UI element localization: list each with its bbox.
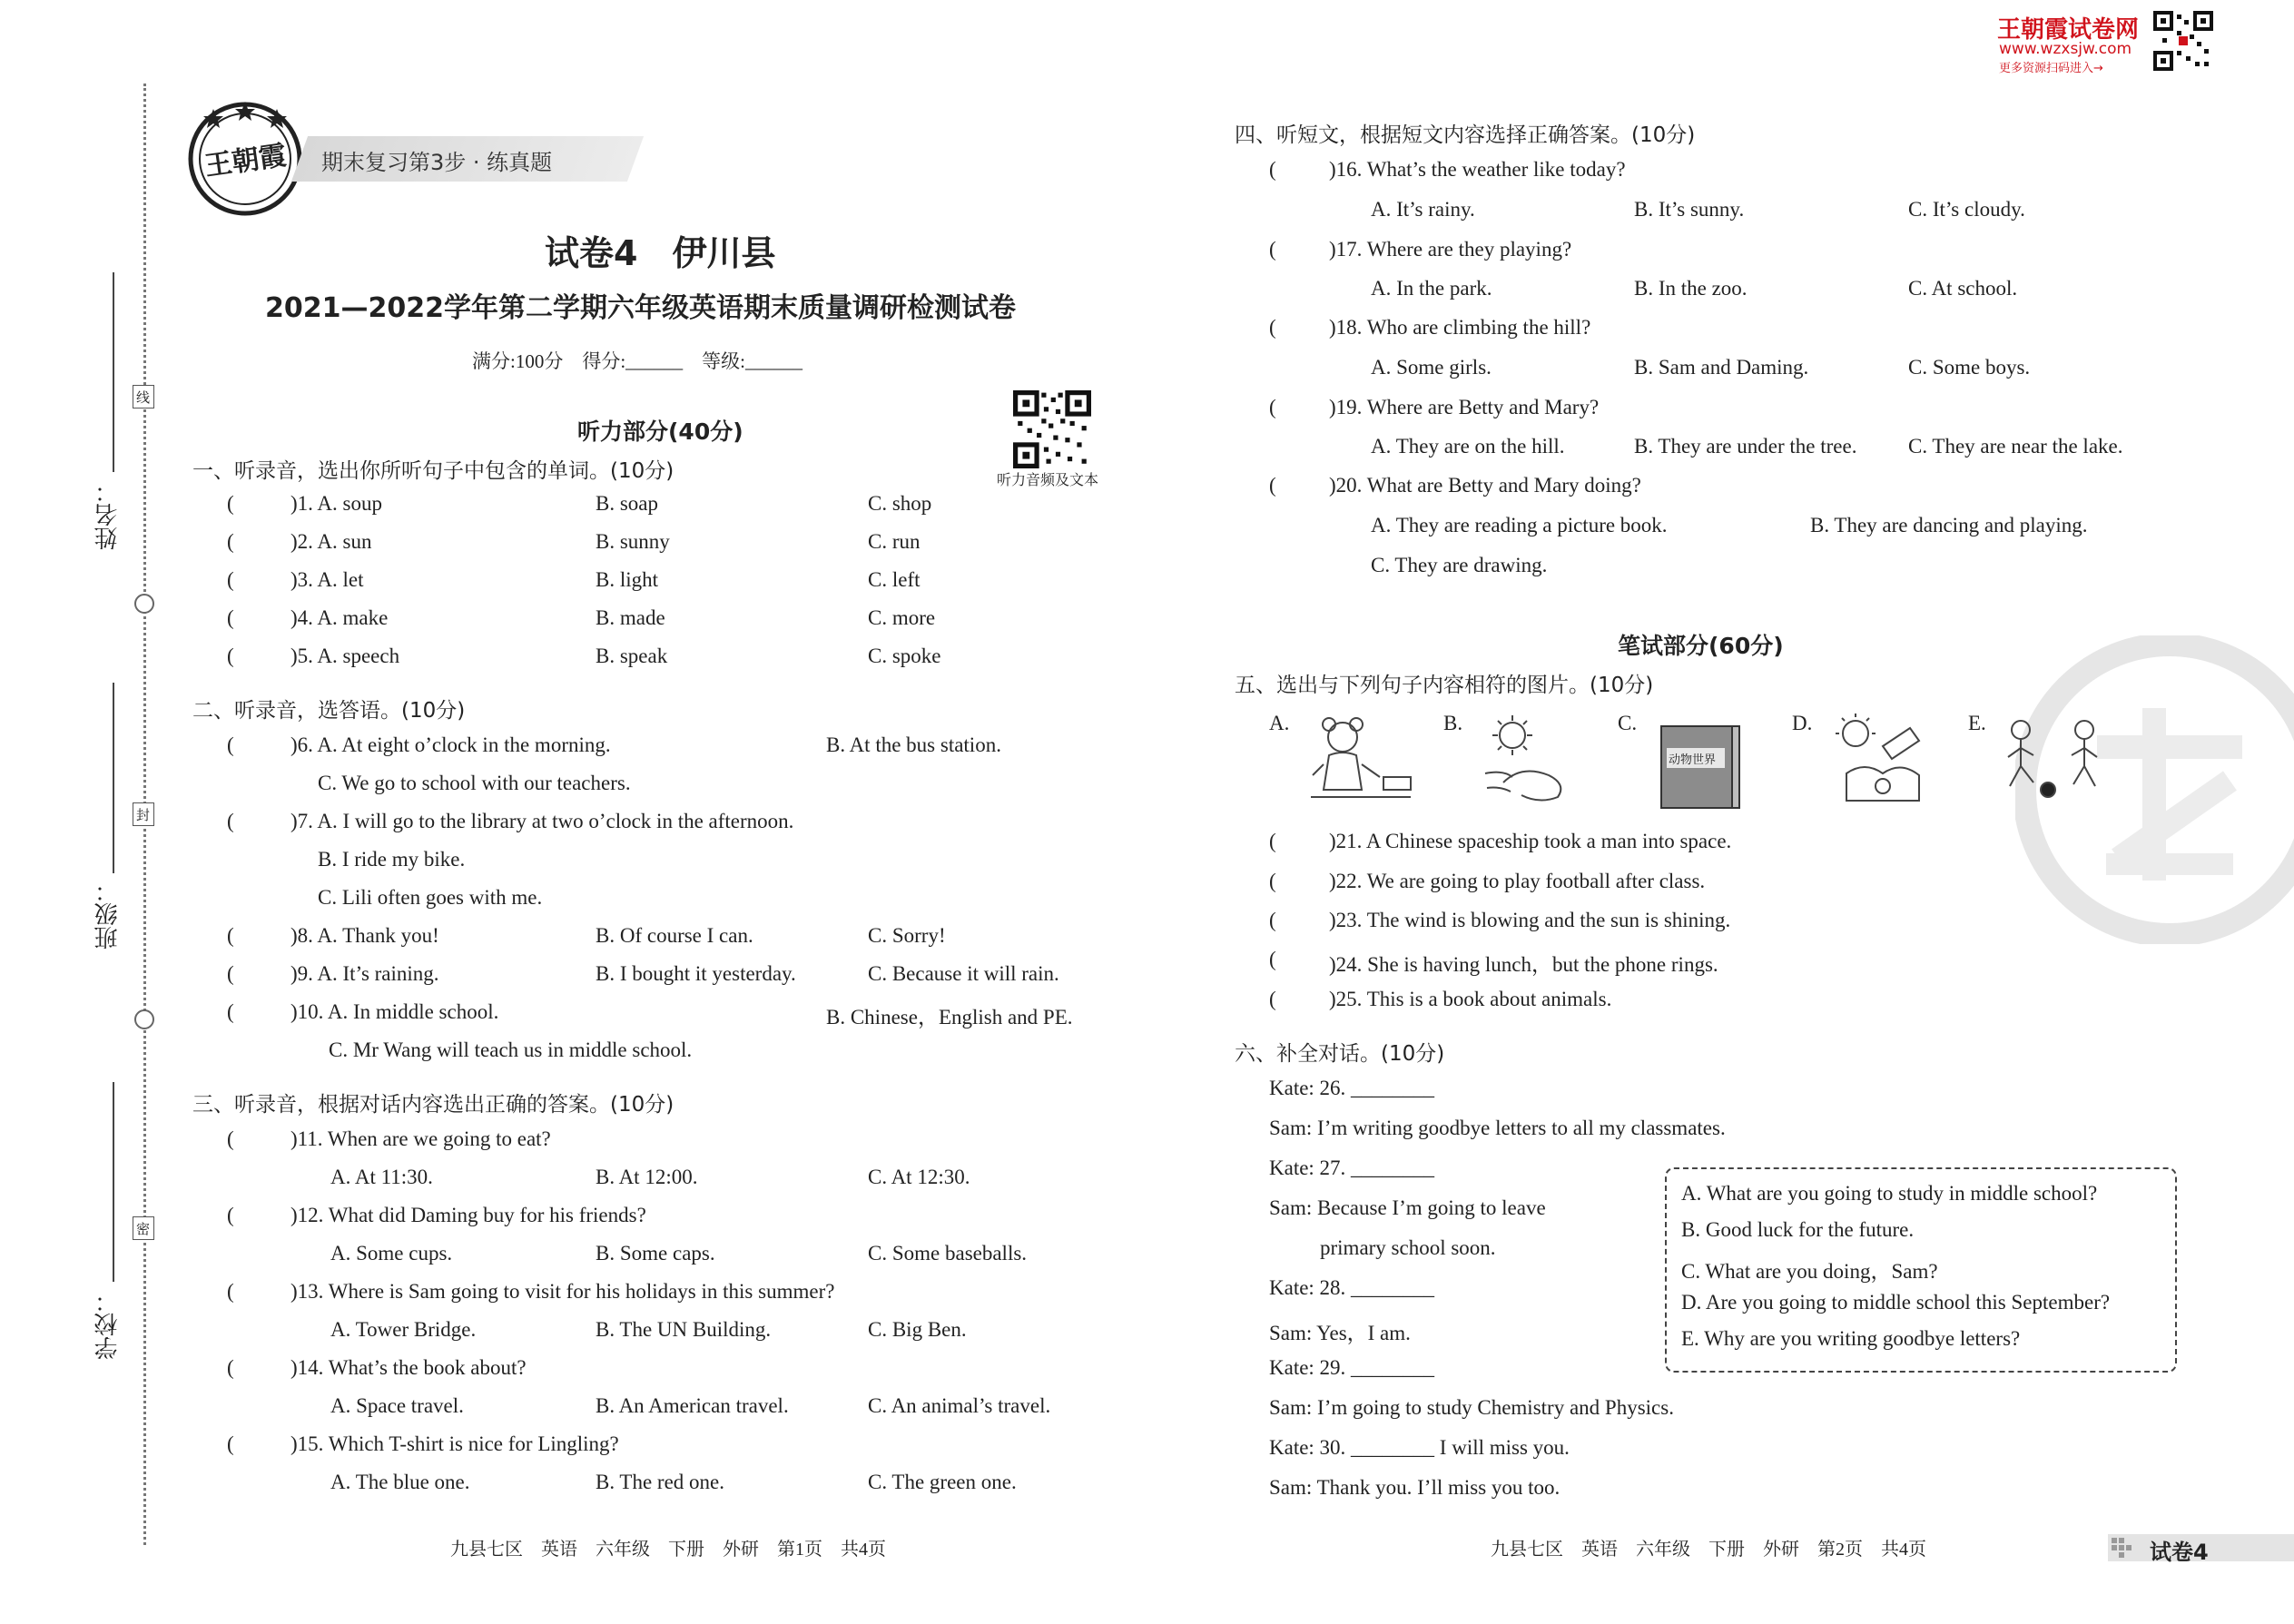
- section-4-title: 四、听短文，根据短文内容选择正确答案。(10分): [1235, 123, 1696, 147]
- option-c: C. They are near the lake.: [1908, 435, 2123, 458]
- brand-logo: [186, 100, 304, 218]
- answer-paren[interactable]: (: [1269, 396, 1276, 418]
- option-a: A. They are on the hill.: [1371, 435, 1565, 458]
- option-b: B. Good luck for the future.: [1681, 1218, 1915, 1241]
- question-4: )4. A. make: [290, 606, 389, 629]
- question-11: )11. When are we going to eat?: [290, 1127, 551, 1150]
- answer-paren[interactable]: (: [227, 962, 234, 985]
- option-a: A. What are you going to study in middle school?: [1681, 1182, 2098, 1205]
- question-10: )10. A. In middle school.: [290, 1000, 499, 1023]
- answer-paren[interactable]: (: [227, 1204, 234, 1226]
- answer-paren[interactable]: (: [1269, 474, 1276, 497]
- exam-subtitle: 2021—2022学年第二学期六年级英语期末质量调研检测试卷: [265, 292, 1016, 324]
- option-b: B. At 12:00.: [596, 1166, 698, 1188]
- dialogue-line: Sam: Yes，I am.: [1269, 1322, 1411, 1344]
- site-url: www.wzxsjw.com: [1999, 40, 2132, 58]
- option-b: B. Sam and Daming.: [1634, 356, 1809, 379]
- option-c: C. left: [868, 568, 921, 591]
- option-d: D. Are you going to middle school this September?: [1681, 1291, 2111, 1314]
- question-21: )21. A Chinese spaceship took a man into space.: [1329, 830, 1732, 852]
- option-a: A. Space travel.: [330, 1394, 464, 1417]
- binding-ring: [134, 1009, 154, 1029]
- page-title: 试卷4 伊川县: [545, 233, 776, 273]
- cut-mark-line: 线: [133, 385, 154, 408]
- footer-left: 九县七区 英语 六年级 下册 外研 第1页 共4页: [450, 1540, 886, 1560]
- question-19: )19. Where are Betty and Mary?: [1329, 396, 1600, 418]
- name-label: 姓名：: [94, 479, 122, 550]
- option-c: C. spoke: [868, 645, 941, 667]
- dialogue-line-28[interactable]: Kate: 28. ________: [1269, 1276, 1435, 1299]
- score-line: 满分:100分 得分:______ 等级:______: [472, 350, 803, 372]
- name-blank: [113, 272, 114, 472]
- option-a: A. Some cups.: [330, 1242, 453, 1265]
- section-1-title: 一、听录音，选出你所听句子中包含的单词。(10分): [192, 459, 674, 483]
- option-b: B. I bought it yesterday.: [596, 962, 796, 985]
- question-6: )6. A. At eight o’clock in the morning.: [290, 733, 611, 756]
- answer-paren[interactable]: (: [227, 810, 234, 832]
- option-a: A. In the park.: [1371, 277, 1492, 300]
- option-c: C. At school.: [1908, 277, 2018, 300]
- option-c: C. Big Ben.: [868, 1318, 967, 1341]
- writing-title: 笔试部分(60分): [1618, 633, 1784, 659]
- question-15: )15. Which T-shirt is nice for Lingling?: [290, 1432, 619, 1455]
- option-c: C. The green one.: [868, 1471, 1017, 1493]
- option-c: C. At 12:30.: [868, 1166, 970, 1188]
- option-b: B. I ride my bike.: [318, 848, 466, 871]
- answer-paren[interactable]: (: [1269, 316, 1276, 339]
- question-2: )2. A. sun: [290, 530, 372, 553]
- question-24: )24. She is having lunch，but the phone rings.: [1329, 953, 1718, 976]
- answer-paren[interactable]: (: [1269, 948, 1276, 970]
- option-b: B. Some caps.: [596, 1242, 715, 1265]
- qr-caption: 听力音频及文本: [997, 471, 1099, 488]
- dialogue-line-29[interactable]: Kate: 29. ________: [1269, 1356, 1435, 1379]
- picture-label-b: B.: [1443, 712, 1463, 734]
- option-a: A. The blue one.: [330, 1471, 470, 1493]
- option-c: C. We go to school with our teachers.: [318, 772, 631, 794]
- listening-title: 听力部分(40分): [577, 418, 743, 445]
- picture-animal-book-icon[interactable]: [1650, 721, 1787, 821]
- class-label: 班级：: [94, 879, 122, 950]
- option-c: C. An animal’s travel.: [868, 1394, 1051, 1417]
- site-tagline: 更多资源扫码进入→: [1999, 62, 2103, 75]
- school-blank: [113, 1082, 114, 1282]
- dialogue-line: Sam: I’m writing goodbye letters to all my classmates.: [1269, 1117, 1726, 1139]
- answer-paren[interactable]: (: [1269, 988, 1276, 1010]
- answer-paren[interactable]: (: [227, 1127, 234, 1150]
- book-title: 动物世界: [1669, 753, 1717, 767]
- question-22: )22. We are going to play football after class.: [1329, 870, 1706, 892]
- option-c: C. Because it will rain.: [868, 962, 1059, 985]
- question-1: )1. A. soup: [290, 492, 382, 515]
- school-label: 学校：: [94, 1289, 122, 1360]
- option-b: B. light: [596, 568, 659, 591]
- answer-paren[interactable]: (: [227, 492, 234, 515]
- cut-mark-seal: 封: [133, 802, 154, 826]
- footer-badge: 试卷4: [2150, 1540, 2209, 1565]
- question-23: )23. The wind is blowing and the sun is shining.: [1329, 909, 1731, 931]
- picture-label-e: E.: [1968, 712, 1986, 734]
- cut-mark-secret: 密: [133, 1216, 154, 1240]
- option-a: A. It’s rainy.: [1371, 198, 1475, 221]
- answer-paren[interactable]: (: [1269, 870, 1276, 892]
- option-b: B. speak: [596, 645, 668, 667]
- answer-paren[interactable]: (: [227, 733, 234, 756]
- option-b: B. They are under the tree.: [1634, 435, 1857, 458]
- question-16: )16. What’s the weather like today?: [1329, 158, 1626, 181]
- answer-paren[interactable]: (: [227, 1000, 234, 1023]
- option-a: A. Some girls.: [1371, 356, 1492, 379]
- option-b: B. Chinese，English and PE.: [826, 1006, 1073, 1029]
- answer-paren[interactable]: (: [1269, 238, 1276, 261]
- question-20: )20. What are Betty and Mary doing?: [1329, 474, 1641, 497]
- question-5: )5. A. speech: [290, 645, 400, 667]
- answer-paren[interactable]: (: [227, 1280, 234, 1303]
- option-b: B. The red one.: [596, 1471, 725, 1493]
- section-5-title: 五、选出与下列句子内容相符的图片。(10分): [1235, 674, 1654, 697]
- picture-label-a: A.: [1269, 712, 1290, 734]
- answer-paren[interactable]: (: [227, 568, 234, 591]
- section-6-title: 六、补全对话。(10分): [1235, 1042, 1445, 1066]
- dialogue-line-26[interactable]: Kate: 26. ________: [1269, 1077, 1435, 1099]
- answer-paren[interactable]: (: [227, 530, 234, 553]
- answer-paren[interactable]: (: [1269, 830, 1276, 852]
- option-b: B. soap: [596, 492, 658, 515]
- answer-paren[interactable]: (: [227, 645, 234, 667]
- option-b: B. An American travel.: [596, 1394, 789, 1417]
- answer-paren[interactable]: (: [227, 1356, 234, 1379]
- option-c: C. more: [868, 606, 936, 629]
- option-b: B. It’s sunny.: [1634, 198, 1745, 221]
- question-9: )9. A. It’s raining.: [290, 962, 439, 985]
- question-3: )3. A. let: [290, 568, 364, 591]
- dialogue-line-30[interactable]: Kate: 30. ________ I will miss you.: [1269, 1436, 1570, 1459]
- option-b: B. The UN Building.: [596, 1318, 772, 1341]
- answer-paren[interactable]: (: [1269, 909, 1276, 931]
- option-c: C. Sorry!: [868, 924, 946, 947]
- option-b: B. In the zoo.: [1634, 277, 1748, 300]
- section-2-title: 二、听录音，选答语。(10分): [192, 699, 466, 723]
- option-b: B. At the bus station.: [826, 733, 1001, 756]
- question-17: )17. Where are they playing?: [1329, 238, 1572, 261]
- site-qr-code-icon[interactable]: [2153, 11, 2213, 71]
- option-a: A. At 11:30.: [330, 1166, 433, 1188]
- option-b: B. Of course I can.: [596, 924, 753, 947]
- footer-right: 九县七区 英语 六年级 下册 外研 第2页 共4页: [1491, 1540, 1926, 1560]
- picture-football-icon[interactable]: [1994, 710, 2130, 810]
- picture-girl-eating-icon[interactable]: [1293, 710, 1429, 810]
- option-a: A. They are reading a picture book.: [1371, 514, 1668, 536]
- audio-qr-code-icon[interactable]: [1013, 390, 1091, 468]
- option-c: C. What are you doing，Sam?: [1681, 1260, 1938, 1283]
- dialogue-line: Sam: I’m going to study Chemistry and Physics.: [1269, 1396, 1674, 1419]
- question-25: )25. This is a book about animals.: [1329, 988, 1612, 1010]
- question-18: )18. Who are climbing the hill?: [1329, 316, 1591, 339]
- dialogue-line: Sam: Because I’m going to leave: [1269, 1196, 1546, 1219]
- answer-paren[interactable]: (: [227, 606, 234, 629]
- binding-ring: [134, 594, 154, 614]
- dots-decoration-icon: [2112, 1538, 2132, 1558]
- site-name: 王朝霞试卷网: [1997, 16, 2140, 44]
- option-b: B. made: [596, 606, 665, 629]
- picture-label-c: C.: [1618, 712, 1638, 734]
- option-c: C. Some boys.: [1908, 356, 2031, 379]
- option-c: C. run: [868, 530, 921, 553]
- question-8: )8. A. Thank you!: [290, 924, 439, 947]
- option-c: C. They are drawing.: [1371, 554, 1548, 576]
- option-b: B. sunny: [596, 530, 670, 553]
- question-7: )7. A. I will go to the library at two o’clock in the afternoon.: [290, 810, 794, 832]
- dialogue-line-27[interactable]: Kate: 27. ________: [1269, 1156, 1435, 1179]
- option-c: C. shop: [868, 492, 932, 515]
- option-e: E. Why are you writing goodbye letters?: [1681, 1327, 2021, 1350]
- dialogue-line: Sam: Thank you. I’ll miss you too.: [1269, 1476, 1561, 1499]
- option-c: C. Some baseballs.: [868, 1242, 1028, 1265]
- logo-text: 王朝霞: [202, 139, 289, 183]
- option-b: B. They are dancing and playing.: [1810, 514, 2088, 536]
- option-c: C. It’s cloudy.: [1908, 198, 2025, 221]
- question-14: )14. What’s the book about?: [290, 1356, 527, 1379]
- option-c: C. Lili often goes with me.: [318, 886, 543, 909]
- option-c: C. Mr Wang will teach us in middle school.: [329, 1038, 693, 1061]
- section-3-title: 三、听录音，根据对话内容选出正确的答案。(10分): [192, 1093, 674, 1117]
- answer-paren[interactable]: (: [227, 1432, 234, 1455]
- dialogue-line: primary school soon.: [1320, 1236, 1496, 1259]
- question-13: )13. Where is Sam going to visit for his holidays in this summer?: [290, 1280, 835, 1303]
- class-blank: [113, 683, 114, 873]
- answer-paren[interactable]: (: [227, 924, 234, 947]
- picture-sun-wind-icon[interactable]: [1467, 710, 1603, 810]
- picture-spaceship-icon[interactable]: [1819, 710, 1955, 810]
- banner-text: 期末复习第3步 · 练真题: [321, 150, 553, 175]
- picture-label-d: D.: [1792, 712, 1813, 734]
- answer-paren[interactable]: (: [1269, 158, 1276, 181]
- option-a: A. Tower Bridge.: [330, 1318, 477, 1341]
- question-12: )12. What did Daming buy for his friends?: [290, 1204, 646, 1226]
